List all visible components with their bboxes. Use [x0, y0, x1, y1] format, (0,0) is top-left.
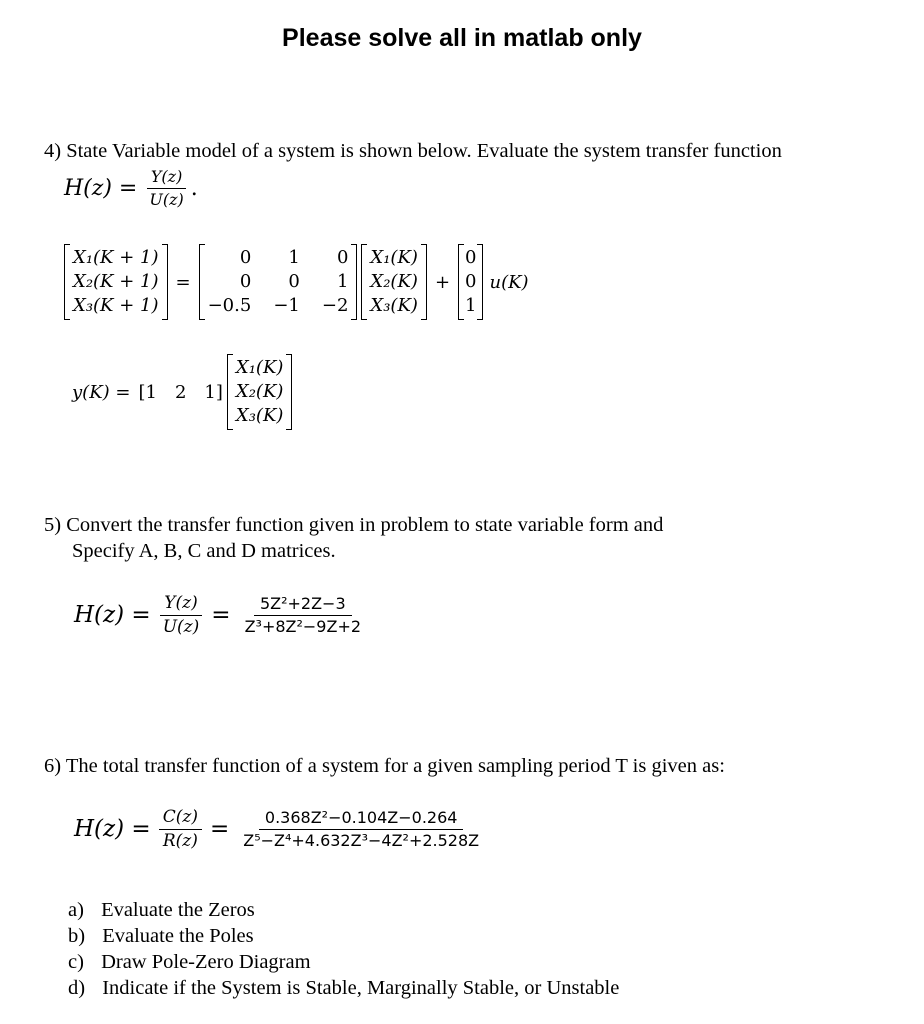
q6-fraction1 [159, 808, 202, 850]
q6-denominator1: R(z) [162, 830, 198, 851]
x-entry: X₂(K) [370, 271, 418, 292]
a-matrix [199, 244, 358, 320]
lhs-entry: X₁(K + 1) [73, 247, 159, 268]
item-label: d) [68, 977, 86, 999]
q5-fraction1 [159, 594, 204, 636]
c-entry: 1 [204, 381, 216, 403]
q6-item-a [68, 899, 255, 922]
b-entry: 1 [465, 295, 477, 316]
q6-item-b [68, 925, 254, 948]
item-text: Evaluate the Poles [102, 925, 254, 947]
a-entry: −2 [321, 295, 349, 316]
item-label: c) [68, 951, 84, 973]
c-open-bracket: [ [138, 381, 146, 403]
x-entry: X₂(K) [235, 381, 284, 402]
q6-text: 6) The total transfer function of a system for a given sampling period T is given as: [44, 755, 725, 777]
q6-item-c [68, 951, 311, 974]
q6-h-label: H(z) = [74, 816, 151, 843]
y-label: y(K) = [72, 381, 131, 403]
q4-denominator: U(z) [149, 189, 184, 209]
item-text: Indicate if the System is Stable, Marginally Stable, or Unstable [102, 977, 620, 999]
lhs-entry: X₂(K + 1) [73, 271, 159, 292]
item-text: Draw Pole-Zero Diagram [101, 951, 311, 973]
q5-text-line1: 5) Convert the transfer function given in problem to state variable form and [44, 514, 664, 536]
b-entry: 0 [465, 247, 477, 268]
q5-denominator1: U(z) [162, 616, 200, 637]
u-label: u(K) [489, 271, 529, 293]
q4-state-equation [64, 244, 529, 320]
c-entry: 1 [145, 381, 157, 403]
q5-equals: = [211, 602, 231, 629]
plus-sign: + [434, 271, 451, 293]
b-vector [458, 244, 483, 320]
q6-item-d [68, 977, 619, 1000]
q4-period: . [190, 175, 198, 201]
x-entry: X₁(K) [235, 357, 284, 378]
page-title: Please solve all in matlab only [282, 24, 642, 52]
q6-equals: = [209, 816, 230, 843]
q5-numerator2: 5Z²+2Z−3 [254, 595, 352, 616]
q5-transfer-function [74, 594, 367, 636]
q6-denominator2: Z⁵−Z⁴+4.632Z³−4Z²+2.528Z [243, 830, 480, 850]
q4-h-label: H(z) = [64, 175, 138, 201]
a-entry: −0.5 [207, 295, 252, 316]
q6-transfer-function [74, 808, 485, 850]
lhs-vector [64, 244, 168, 320]
equals-sign: = [175, 271, 191, 293]
a-entry: 0 [288, 271, 300, 292]
q6-numerator1: C(z) [159, 808, 202, 830]
q4-transfer-function [64, 168, 198, 208]
q4-text: 4) State Variable model of a system is shown below. Evaluate the system transfer function [44, 140, 782, 162]
a-entry: 1 [288, 247, 300, 268]
a-entry: 0 [239, 247, 252, 268]
q5-text-line2: Specify A, B, C and D matrices. [72, 540, 336, 562]
a-entry: 1 [336, 271, 349, 292]
item-text: Evaluate the Zeros [101, 899, 255, 921]
a-entry: −1 [273, 295, 300, 316]
x-entry: X₃(K) [235, 405, 284, 426]
item-label: a) [68, 899, 84, 921]
x-vector-output [227, 354, 293, 430]
x-entry: X₁(K) [370, 247, 418, 268]
a-entry: 0 [336, 247, 349, 268]
q4-fraction [145, 168, 187, 208]
q5-fraction2 [239, 595, 367, 635]
lhs-entry: X₃(K + 1) [73, 295, 159, 316]
x-entry: X₃(K) [370, 295, 418, 316]
x-vector [361, 244, 427, 320]
q5-h-label: H(z) = [74, 602, 151, 629]
q4-output-equation [72, 354, 292, 430]
item-label: b) [68, 925, 86, 947]
q4-numerator: Y(z) [147, 168, 186, 189]
q6-numerator2: 0.368Z²−0.104Z−0.264 [259, 809, 464, 830]
c-entry: 2 [174, 381, 187, 403]
b-entry: 0 [465, 271, 477, 292]
c-close-bracket: ] [215, 381, 223, 403]
q5-numerator1: Y(z) [160, 594, 201, 616]
q5-denominator2: Z³+8Z²−9Z+2 [244, 616, 362, 636]
q6-fraction2 [237, 809, 485, 849]
a-entry: 0 [239, 271, 252, 292]
